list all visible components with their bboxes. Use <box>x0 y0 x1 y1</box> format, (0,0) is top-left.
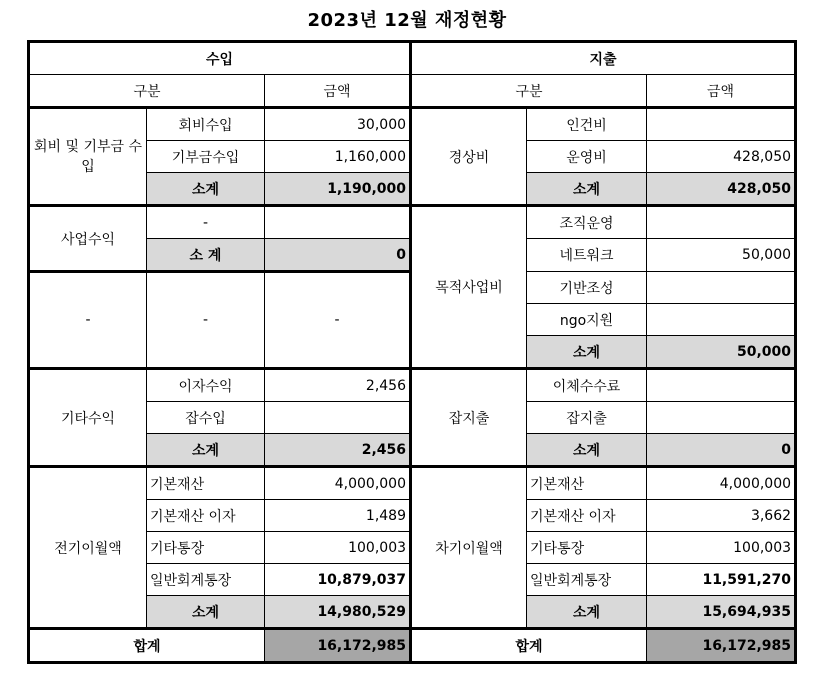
income-group-other: 기타수익 <box>29 369 147 467</box>
expense-subtotal-value: 0 <box>647 434 796 467</box>
income-item-label: 이자수익 <box>147 369 265 402</box>
income-item-label: 기본재산 이자 <box>147 500 265 532</box>
income-subtotal-value: 1,190,000 <box>265 173 411 206</box>
expense-total-value: 16,172,985 <box>647 629 796 663</box>
income-group-business: 사업수익 <box>29 206 147 272</box>
expense-category-header: 구분 <box>411 75 647 108</box>
expense-header: 지출 <box>411 42 796 75</box>
expense-item-value <box>647 272 796 304</box>
income-blank-b: - <box>147 272 265 369</box>
income-item-value: 10,879,037 <box>265 564 411 596</box>
income-item-value: 100,003 <box>265 532 411 564</box>
income-item-label: 잡수입 <box>147 402 265 434</box>
expense-item-label: 인건비 <box>527 108 647 141</box>
expense-item-label: 일반회계통장 <box>527 564 647 596</box>
income-subtotal-value: 14,980,529 <box>265 596 411 629</box>
expense-item-label: 운영비 <box>527 141 647 173</box>
expense-subtotal-value: 428,050 <box>647 173 796 206</box>
expense-item-value <box>647 304 796 336</box>
expense-group-purpose: 목적사업비 <box>411 206 527 369</box>
expense-item-label: 기타통장 <box>527 532 647 564</box>
income-item-value: 1,489 <box>265 500 411 532</box>
table-row <box>29 206 796 239</box>
expense-item-label: 이체수수료 <box>527 369 647 402</box>
expense-group-operating: 경상비 <box>411 108 527 206</box>
expense-item-label: 네트워크 <box>527 239 647 272</box>
income-item-label: 회비수입 <box>147 108 265 141</box>
expense-item-value: 50,000 <box>647 239 796 272</box>
expense-item-label: 기본재산 이자 <box>527 500 647 532</box>
expense-item-value <box>647 108 796 141</box>
expense-subtotal-label: 소계 <box>527 173 647 206</box>
expense-item-value <box>647 206 796 239</box>
expense-subtotal-value: 15,694,935 <box>647 596 796 629</box>
expense-item-value: 100,003 <box>647 532 796 564</box>
income-item-value <box>265 206 411 239</box>
expense-total-label: 합계 <box>411 629 647 663</box>
table-row <box>29 108 796 141</box>
income-item-label: 기본재산 <box>147 467 265 500</box>
expense-item-value: 3,662 <box>647 500 796 532</box>
expense-item-label: ngo지원 <box>527 304 647 336</box>
income-item-label: - <box>147 206 265 239</box>
income-amount-header: 금액 <box>265 75 411 108</box>
income-subtotal-label: 소계 <box>147 596 265 629</box>
income-category-header: 구분 <box>29 75 265 108</box>
income-subtotal-value: 0 <box>265 239 411 272</box>
header-row-section <box>29 42 796 75</box>
expense-item-value: 11,591,270 <box>647 564 796 596</box>
income-subtotal-label: 소계 <box>147 434 265 467</box>
table-row <box>29 467 796 500</box>
table-row <box>29 369 796 402</box>
income-subtotal-value: 2,456 <box>265 434 411 467</box>
income-total-label: 합계 <box>29 629 265 663</box>
income-header: 수입 <box>29 42 411 75</box>
income-item-label: 기부금수입 <box>147 141 265 173</box>
income-blank-c: - <box>265 272 411 369</box>
income-item-label: 기타통장 <box>147 532 265 564</box>
page-title: 2023년 12월 재정현황 <box>307 10 507 31</box>
expense-item-label: 기반조성 <box>527 272 647 304</box>
expense-subtotal-value: 50,000 <box>647 336 796 369</box>
total-row <box>29 629 796 663</box>
income-item-value: 4,000,000 <box>265 467 411 500</box>
income-item-value: 2,456 <box>265 369 411 402</box>
header-row-columns <box>29 75 796 108</box>
expense-item-value: 428,050 <box>647 141 796 173</box>
expense-subtotal-label: 소계 <box>527 596 647 629</box>
expense-group-misc: 잡지출 <box>411 369 527 467</box>
income-item-value <box>265 402 411 434</box>
expense-item-label: 조직운영 <box>527 206 647 239</box>
income-subtotal-label: 소 계 <box>147 239 265 272</box>
income-item-value: 30,000 <box>265 108 411 141</box>
income-total-value: 16,172,985 <box>265 629 411 663</box>
expense-subtotal-label: 소계 <box>527 336 647 369</box>
income-subtotal-label: 소계 <box>147 173 265 206</box>
finance-table <box>27 40 797 664</box>
expense-group-carry: 차기이월액 <box>411 467 527 629</box>
income-blank-a: - <box>29 272 147 369</box>
expense-item-value: 4,000,000 <box>647 467 796 500</box>
expense-item-value <box>647 402 796 434</box>
income-item-value: 1,160,000 <box>265 141 411 173</box>
expense-item-label: 잡지출 <box>527 402 647 434</box>
expense-amount-header: 금액 <box>647 75 796 108</box>
expense-item-label: 기본재산 <box>527 467 647 500</box>
income-group-membership: 회비 및 기부금 수입 <box>29 108 147 206</box>
income-item-label: 일반회계통장 <box>147 564 265 596</box>
expense-item-value <box>647 369 796 402</box>
expense-subtotal-label: 소계 <box>527 434 647 467</box>
income-group-carry: 전기이월액 <box>29 467 147 629</box>
